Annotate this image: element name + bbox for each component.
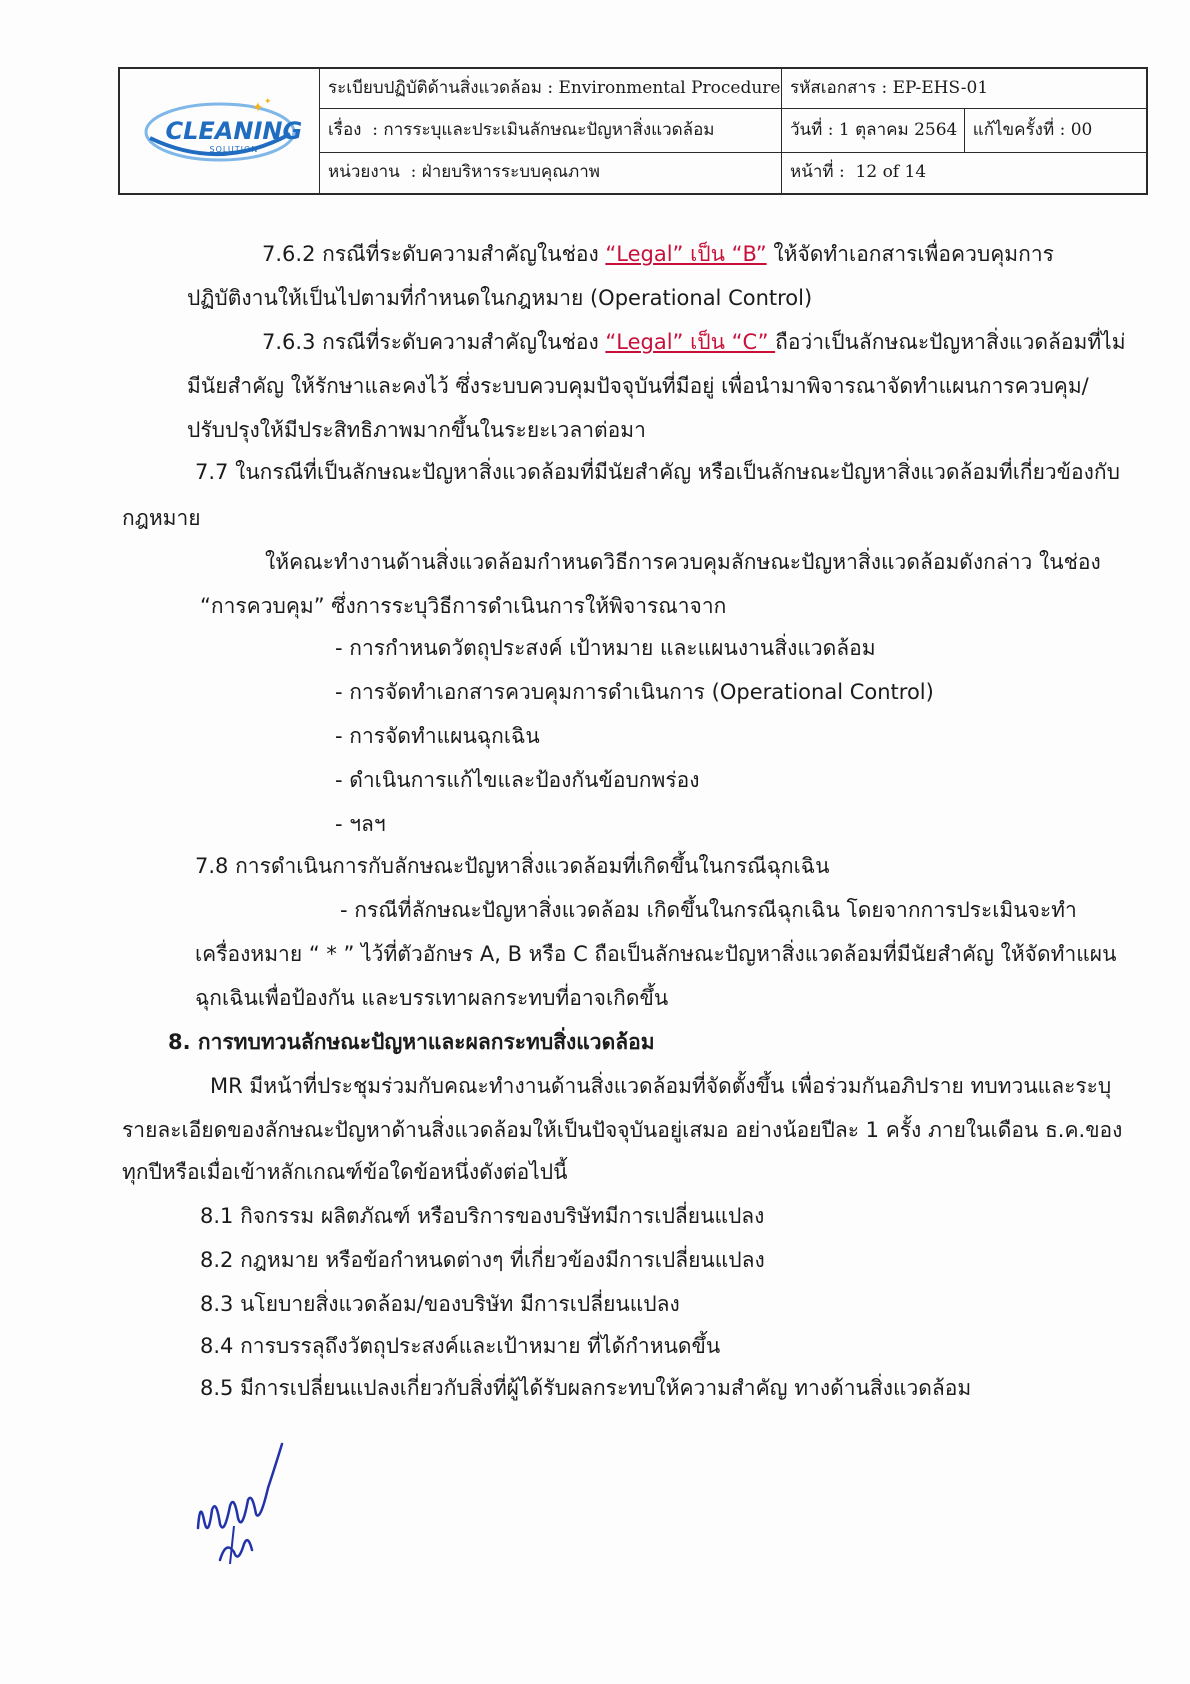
department-cell — [320, 152, 782, 194]
signature-icon — [190, 1440, 300, 1570]
para-7-7-line1: 7.7 ในกรณีที่เป็นลักษณะปัญหาสิ่งแวดล้อมที่มีนัยสำคัญ หรือเป็นลักษณะปัญหาสิ่งแวดล้อมที่เกี่ยวข้องกับ — [195, 460, 1120, 484]
date-cell — [782, 108, 965, 152]
company-logo — [140, 94, 303, 168]
text: ให้จัดทำเอกสารเพื่อควบคุมการ — [766, 242, 1054, 266]
list-item: - การจัดทำแผนฉุกเฉิน — [335, 724, 540, 748]
legal-b-highlight: “Legal” เป็น “B” — [605, 242, 767, 266]
procedure-title-cell — [320, 68, 782, 108]
section-8-line2: รายละเอียดของลักษณะปัญหาด้านสิ่งแวดล้อมให้เป็นปัจจุบันอยู่เสมอ อย่างน้อยปีละ 1 ครั้ง ภายในเดือน ธ.ค.ของ — [122, 1118, 1123, 1142]
para-7-8-line2: - กรณีที่ลักษณะปัญหาสิ่งแวดล้อม เกิดขึ้นในกรณีฉุกเฉิน โดยจากการประเมินจะทำ — [340, 898, 1077, 922]
page-cell — [782, 152, 1148, 194]
list-item: - ดำเนินการแก้ไขและป้องกันข้อบกพร่อง — [335, 768, 700, 792]
list-item: 8.2 กฎหมาย หรือข้อกำหนดต่างๆ ที่เกี่ยวข้องมีการเปลี่ยนแปลง — [200, 1248, 765, 1272]
doc-code-cell — [782, 68, 1148, 108]
para-7-8-line1: 7.8 การดำเนินการกับลักษณะปัญหาสิ่งแวดล้อมที่เกิดขึ้นในกรณีฉุกเฉิน — [195, 854, 830, 878]
list-item: 8.3 นโยบายสิ่งแวดล้อม/ของบริษัท มีการเปลี่ยนแปลง — [200, 1292, 680, 1316]
list-item: 8.5 มีการเปลี่ยนแปลงเกี่ยวกับสิ่งที่ผู้ได้รับผลกระทบให้ความสำคัญ ทางด้านสิ่งแวดล้อม — [200, 1376, 972, 1400]
list-item: - ฯลฯ — [335, 812, 386, 836]
para-7-7-line2: กฎหมาย — [122, 506, 201, 530]
para-7-6-3-line3: ปรับปรุงให้มีประสิทธิภาพมากขึ้นในระยะเวลาต่อมา — [187, 418, 646, 442]
text: 7.6.2 กรณีที่ระดับความสำคัญในช่อง — [262, 242, 606, 266]
subject-cell — [320, 108, 782, 152]
legal-c-highlight: “Legal” เป็น “C” — [605, 330, 776, 354]
para-7-8-line4: ฉุกเฉินเพื่อป้องกัน และบรรเทาผลกระทบที่อาจเกิดขึ้น — [195, 986, 669, 1010]
document-header-table — [118, 67, 1148, 195]
text: 7.6.3 กรณีที่ระดับความสำคัญในช่อง — [262, 330, 606, 354]
department-label: หน่วยงาน — [328, 162, 400, 183]
para-7-7-line3: ให้คณะทำงานด้านสิ่งแวดล้อมกำหนดวิธีการควบคุมลักษณะปัญหาสิ่งแวดล้อมดังกล่าว ในช่อง — [265, 550, 1101, 574]
doc-code: รหัสเอกสาร : EP-EHS-01 — [790, 77, 989, 98]
page-label: หน้าที่ : — [790, 162, 845, 183]
para-7-6-2-line1 — [262, 242, 1054, 267]
page-number: 12 of 14 — [855, 162, 927, 183]
list-item: - การจัดทำเอกสารควบคุมการดำเนินการ (Operational Control) — [335, 680, 934, 704]
logo-text: CLEANING — [165, 117, 303, 145]
subject-value: : การระบุและประเมินลักษณะปัญหาสิ่งแวดล้อม — [372, 119, 715, 140]
doc-date: วันที่ : 1 ตุลาคม 2564 — [790, 119, 958, 140]
list-item: - การกำหนดวัตถุประสงค์ เป้าหมาย และแผนงานสิ่งแวดล้อม — [335, 636, 876, 660]
list-item: 8.4 การบรรลุถึงวัตถุประสงค์และเป้าหมาย ที่ได้กำหนดขึ้น — [200, 1334, 721, 1358]
logo-cell — [119, 68, 320, 194]
para-7-6-3-line2: มีนัยสำคัญ ให้รักษาและคงไว้ ซึ่งระบบควบคุมปัจจุบันที่มีอยู่ เพื่อนำมาพิจารณาจัดทำแผนการควบคุม/ — [187, 374, 1089, 398]
section-8-line3: ทุกปีหรือเมื่อเข้าหลักเกณฑ์ข้อใดข้อหนึ่งดังต่อไปนี้ — [122, 1160, 568, 1184]
section-8-line1: MR มีหน้าที่ประชุมร่วมกับคณะทำงานด้านสิ่งแวดล้อมที่จัดตั้งขึ้น เพื่อร่วมกันอภิปราย ทบทวนและระบุ — [210, 1074, 1112, 1098]
svg-text:✦: ✦ — [263, 97, 272, 107]
para-7-8-line3: เครื่องหมาย “ * ” ไว้ที่ตัวอักษร A, B หรือ C ถือเป็นลักษณะปัญหาสิ่งแวดล้อมที่มีนัยสำคัญ ให้จัดทำแผน — [195, 942, 1117, 966]
department-value: : ฝ่ายบริหารระบบคุณภาพ — [410, 162, 600, 183]
para-7-7-line4: “การควบคุม” ซึ่งการระบุวิธีการดำเนินการให้พิจารณาจาก — [200, 594, 727, 618]
subject-label: เรื่อง — [328, 119, 362, 140]
text: ถือว่าเป็นลักษณะปัญหาสิ่งแวดล้อมที่ไม่ — [775, 330, 1126, 354]
revision-cell — [964, 108, 1147, 152]
list-item: 8.1 กิจกรรม ผลิตภัณฑ์ หรือบริการของบริษัทมีการเปลี่ยนแปลง — [200, 1204, 765, 1228]
procedure-title: ระเบียบปฏิบัติด้านสิ่งแวดล้อม : Environmental Procedure — [328, 77, 781, 98]
logo-subtext: SOLUTION — [209, 145, 259, 154]
para-7-6-3-line1 — [262, 330, 1126, 355]
section-8-heading: 8. การทบทวนลักษณะปัญหาและผลกระทบสิ่งแวดล้อม — [168, 1030, 655, 1054]
svg-text:✦: ✦ — [251, 100, 264, 116]
para-7-6-2-line2: ปฏิบัติงานให้เป็นไปตามที่กำหนดในกฎหมาย (Operational Control) — [187, 286, 813, 310]
revision-number: แก้ไขครั้งที่ : 00 — [972, 119, 1093, 140]
